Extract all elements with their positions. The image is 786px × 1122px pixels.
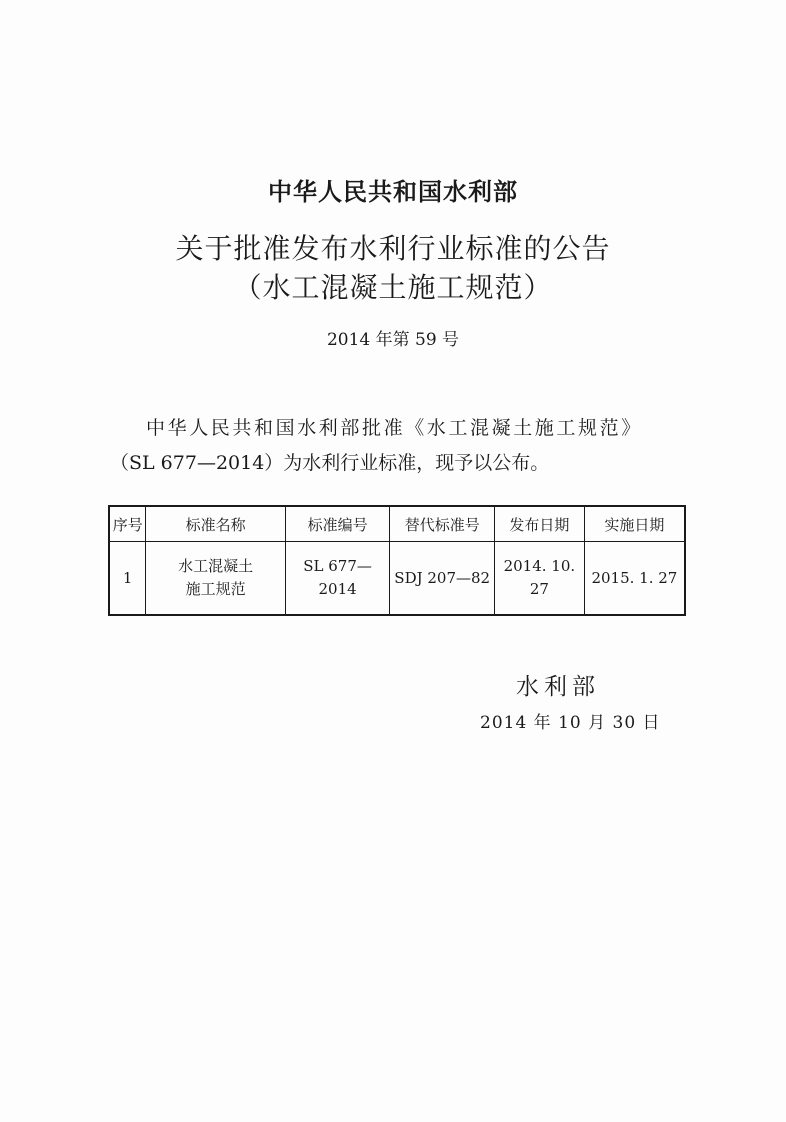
standards-table: [108, 505, 686, 616]
cell-effective-date: 2015. 1. 27: [584, 542, 685, 616]
cell-name: [146, 542, 285, 616]
signature-date: 2014 年 10 月 30 日: [480, 713, 661, 733]
cell-name-line-1: 水工混凝土: [178, 557, 254, 575]
col-header-no: 序号: [109, 506, 146, 542]
cell-no: 1: [109, 542, 146, 616]
issuing-organization: 中华人民共和国水利部: [268, 177, 518, 206]
cell-name-line-2: 施工规范: [185, 580, 246, 598]
col-header-effective-date: 实施日期: [584, 506, 685, 542]
table-row: [109, 542, 685, 616]
cell-publish-date: 2014. 10. 27: [495, 542, 585, 616]
col-header-name: 标准名称: [146, 506, 285, 542]
cell-code: SL 677—2014: [285, 542, 390, 616]
cell-replaces: SDJ 207—82: [390, 542, 495, 616]
document-number: 2014 年第 59 号: [326, 330, 460, 350]
col-header-publish-date: 发布日期: [495, 506, 585, 542]
col-header-replaces: 替代标准号: [390, 506, 495, 542]
announcement-subtitle: （水工混凝土施工规范）: [233, 271, 553, 304]
body-text-line-2: （SL 677—2014）为水利行业标准，现予以公布。: [110, 452, 550, 474]
body-text-line-1: 中华人民共和国水利部批准《水工混凝土施工规范》: [146, 417, 643, 439]
col-header-code: 标准编号: [285, 506, 390, 542]
table-header-row: [109, 506, 685, 542]
signature-name: 水利部: [516, 674, 600, 700]
announcement-title: 关于批准发布水利行业标准的公告: [175, 232, 611, 265]
